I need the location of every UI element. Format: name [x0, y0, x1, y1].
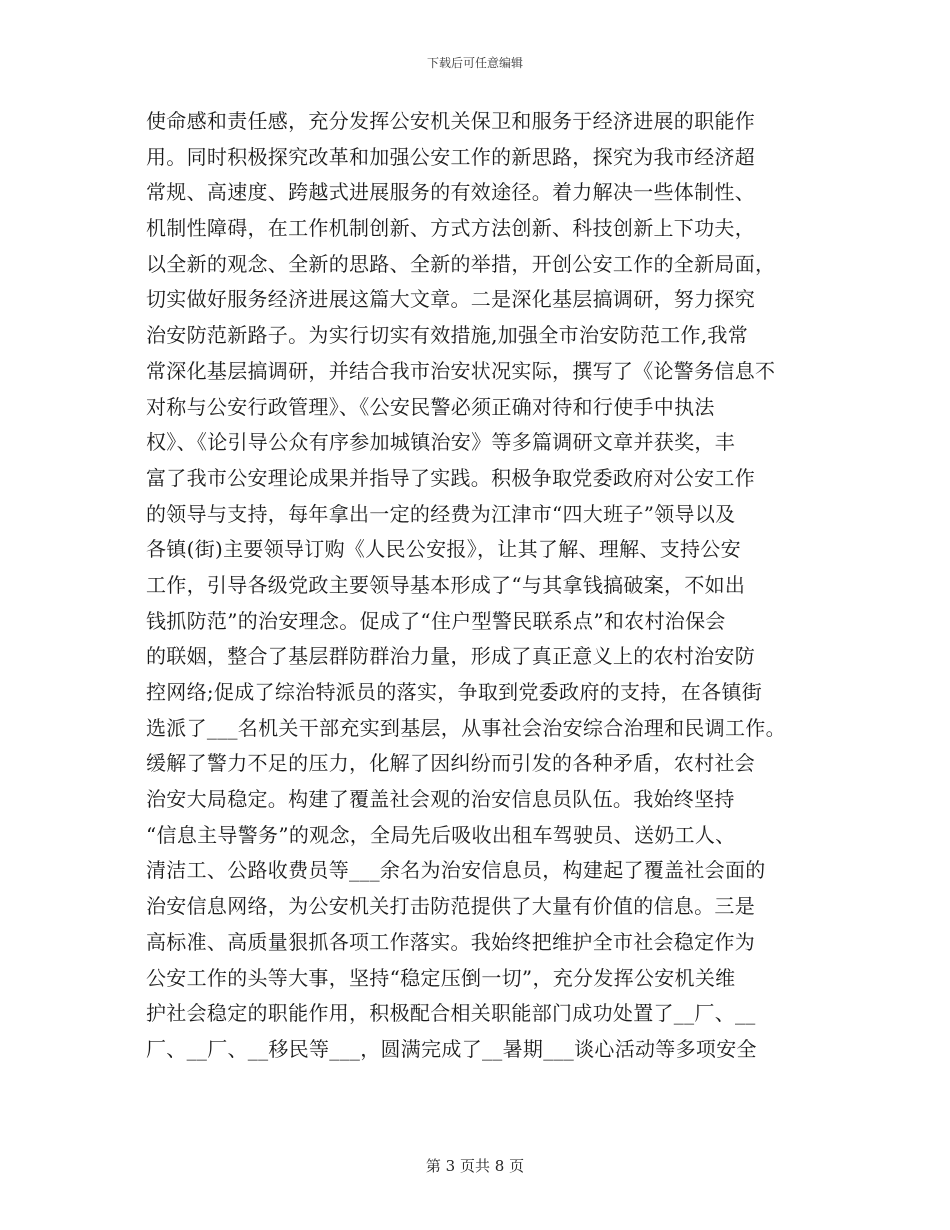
paragraph-line: 选派了___名机关干部充实到基层，从事社会治安综合治理和民调工作。	[146, 715, 786, 740]
paragraph-line: 权》、《论引导公众有序参加城镇治安》等多篇调研文章并获奖，丰	[146, 430, 735, 455]
paragraph-line: 工作，引导各级党政主要领导基本形成了“与其拿钱搞破案，不如出	[146, 572, 746, 597]
paragraph-line: 缓解了警力不足的压力，化解了因纠纷而引发的各种矛盾，农村社会	[146, 751, 755, 776]
paragraph-line: 切实做好服务经济进展这篇大文章。二是深化基层搞调研，努力探究	[146, 287, 755, 312]
paragraph-line: 控网络;促成了综治特派员的落实，争取到党委政府的支持，在各镇街	[146, 680, 763, 704]
page-number-footer: 第 3 页共 8 页	[425, 1157, 525, 1175]
paragraph-line: 治安大局稳定。构建了覆盖社会观的治安信息员队伍。我始终坚持	[146, 787, 735, 812]
paragraph-line: 公安工作的头等大事，坚持“稳定压倒一切”，充分发挥公安机关维	[146, 965, 736, 990]
paragraph-line: “信息主导警务”的观念，全局先后吸收出租车驾驶员、送奶工人、	[146, 822, 736, 847]
paragraph-line: 常规、高速度、跨越式进展服务的有效途径。着力解决一些体制性、	[146, 180, 755, 205]
paragraph-line: 清洁工、公路收费员等___余名为治安信息员，构建起了覆盖社会面的	[146, 858, 766, 883]
page-header: 下载后可任意编辑	[426, 56, 523, 70]
document-body	[146, 104, 826, 1068]
paragraph-line: 使命感和责任感，充分发挥公安机关保卫和服务于经济进展的职能作	[146, 109, 755, 133]
paragraph-line: 机制性障碍，在工作机制创新、方式方法创新、科技创新上下功夫，	[146, 216, 755, 241]
paragraph-line: 用。同时积极探究改革和加强公安工作的新思路，探究为我市经济超	[146, 144, 755, 169]
paragraph-line: 护社会稳定的职能作用，积极配合相关职能部门成功处置了__厂、__	[146, 1001, 756, 1026]
paragraph-line: 治安防范新路子。为实行切实有效措施,加强全市治安防范工作,我常	[146, 323, 749, 348]
paragraph-line: 治安信息网络，为公安机关打击防范提供了大量有价值的信息。三是	[146, 894, 755, 919]
paragraph-line: 厂、__厂、__移民等___，圆满完成了__暑期___谈心活动等多项安全	[146, 1036, 757, 1061]
paragraph-line: 各镇(街)主要领导订购《人民公安报》，让其了解、理解、支持公安	[146, 537, 741, 562]
paragraph-line: 高标准、高质量狠抓各项工作落实。我始终把维护全市社会稳定作为	[146, 929, 755, 954]
paragraph-line: 以全新的观念、全新的思路、全新的举措，开创公安工作的全新局面，	[146, 251, 776, 276]
paragraph-line: 富了我市公安理论成果并指导了实践。积极争取党委政府对公安工作	[146, 465, 755, 490]
paragraph-line: 对称与公安行政管理》、《公安民警必须正确对待和行使手中执法	[146, 394, 715, 419]
paragraph-line: 钱抓防范”的治安理念。促成了“住户型警民联系点”和农村治保会	[146, 608, 726, 633]
paragraph-line: 常深化基层搞调研，并结合我市治安状况实际，撰写了《论警务信息不	[146, 358, 776, 383]
paragraph-line: 的联姻，整合了基层群防群治力量，形成了真正意义上的农村治安防	[146, 644, 755, 669]
paragraph-line: 的领导与支持，每年拿出一定的经费为江津市“四大班子”领导以及	[146, 501, 736, 526]
